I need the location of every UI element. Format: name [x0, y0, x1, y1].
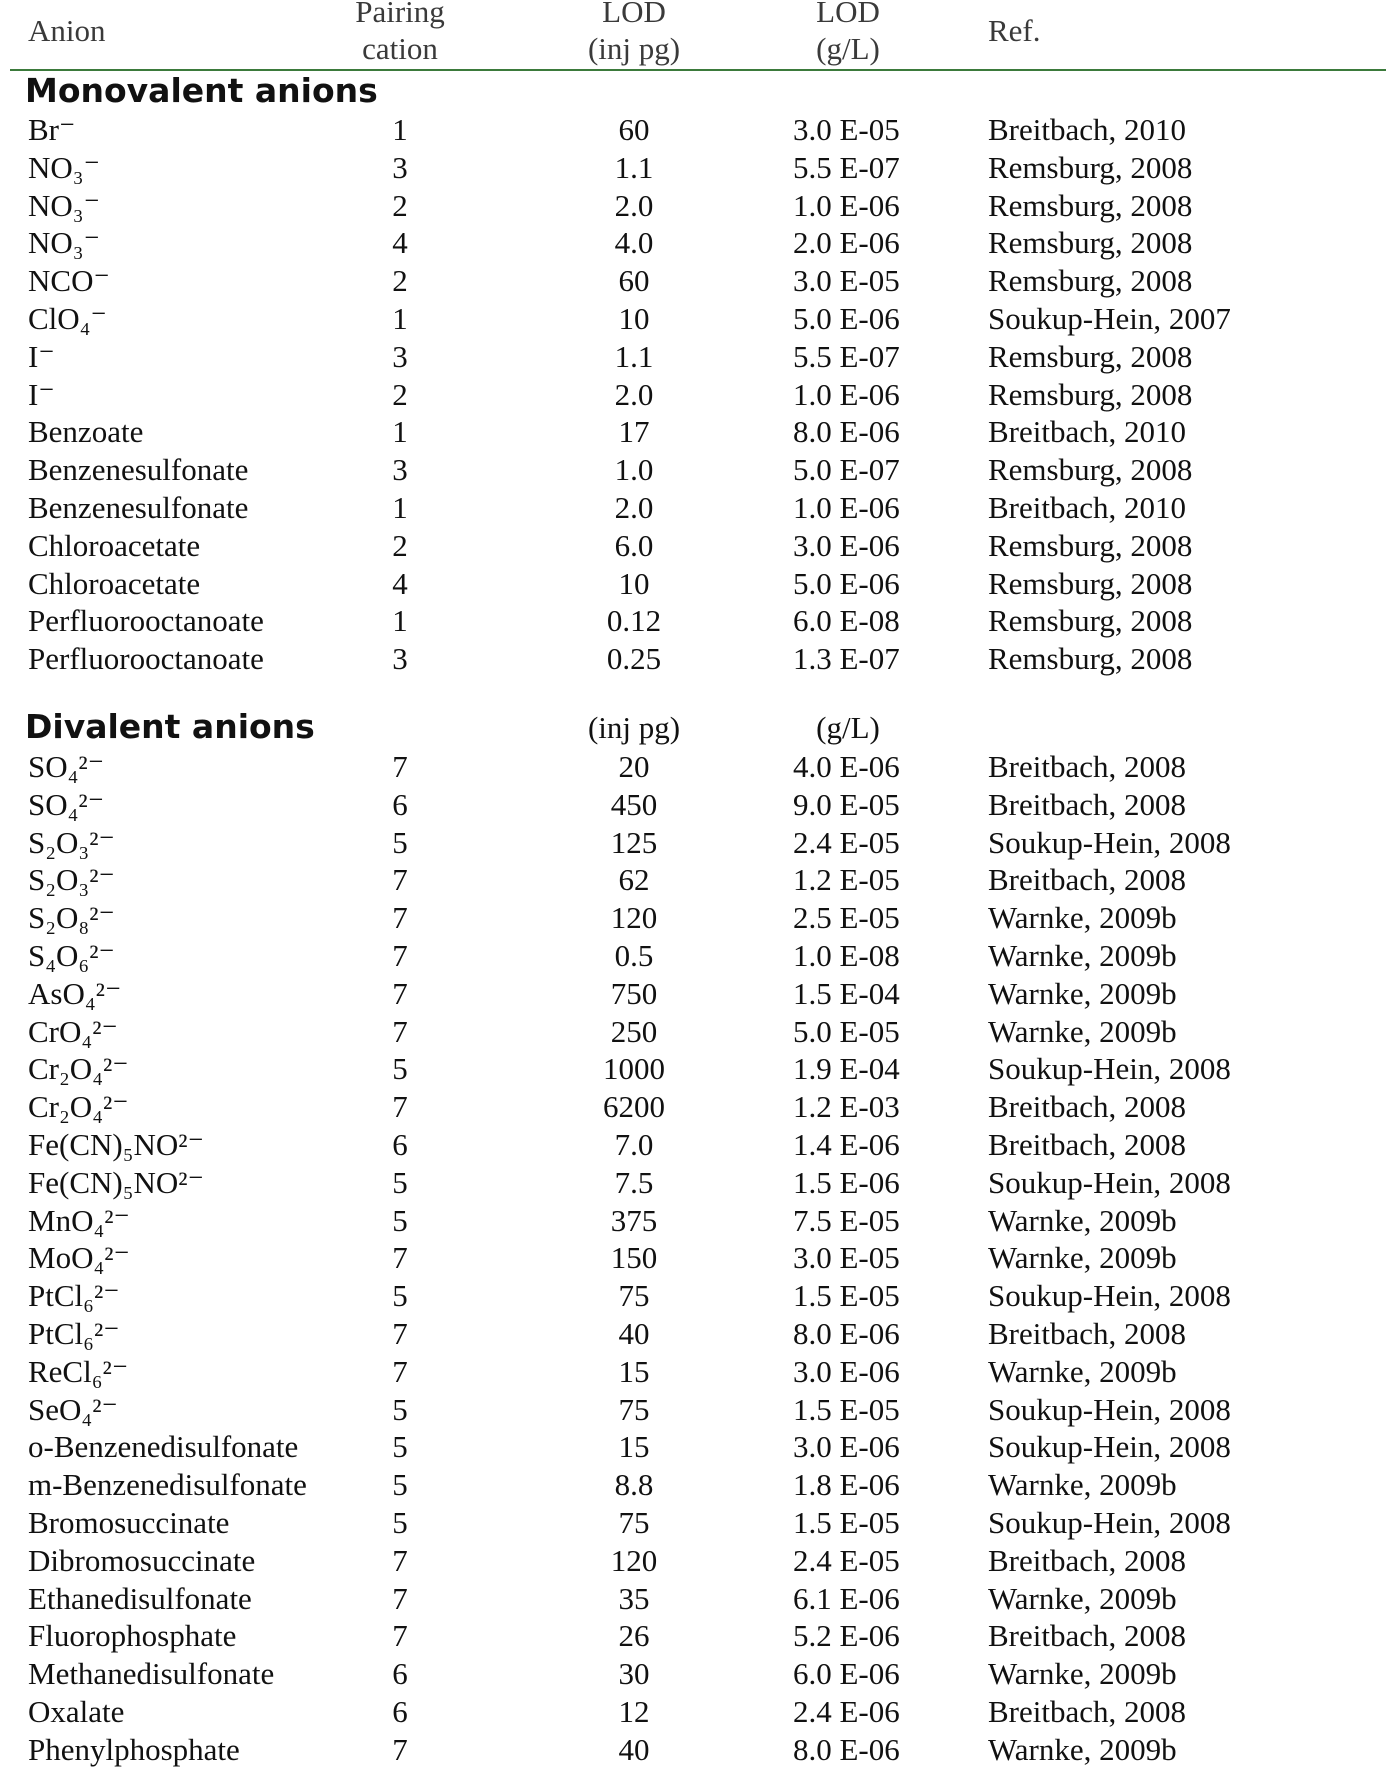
table-row	[0, 565, 1396, 603]
cation-cell: 7	[392, 1580, 408, 1616]
table-row	[0, 149, 1396, 187]
ref-cell: Soukup-Hein, 2008	[988, 1391, 1231, 1427]
anion-cell: Methanedisulfonate	[28, 1656, 275, 1692]
divalent-unit-gl: (g/L)	[816, 710, 880, 745]
ref-cell: Breitbach, 2010	[988, 490, 1187, 525]
lod-gl-cell: 5.0 E-05	[793, 1013, 900, 1049]
header-lod-gl-line1: LOD	[816, 0, 880, 29]
ref-cell: Breitbach, 2008	[988, 1694, 1187, 1729]
ref-cell: Soukup-Hein, 2008	[988, 1505, 1231, 1540]
lod-pg-cell: 120	[610, 900, 658, 936]
ref-cell: Breitbach, 2008	[988, 1316, 1187, 1351]
table-row	[0, 1088, 1396, 1126]
table-row	[0, 1466, 1396, 1504]
lod-gl-cell: 5.0 E-06	[793, 301, 900, 336]
divalent-unit-pg: (inj pg)	[587, 710, 681, 745]
lod-pg-cell: 125	[610, 824, 658, 860]
table-row	[0, 1428, 1396, 1466]
lod-gl-cell: 1.9 E-04	[793, 1051, 900, 1087]
lod-gl-cell: 6.0 E-06	[793, 1656, 900, 1692]
cation-cell: 3	[392, 149, 408, 185]
cation-cell: 7	[392, 1618, 408, 1654]
header-lod-gl-line2: (g/L)	[816, 31, 880, 66]
table-row	[0, 1353, 1396, 1391]
cation-cell: 1	[392, 490, 408, 525]
anion-cell: S₂O₃²⁻	[28, 824, 115, 860]
ref-cell: Warnke, 2009b	[988, 1240, 1177, 1276]
anion-cell: Br⁻	[28, 112, 76, 147]
anion-cell: Dibromosuccinate	[28, 1542, 256, 1578]
anion-cell: Fe(CN)₅NO²⁻	[28, 1127, 204, 1162]
anion-cell: Chloroacetate	[28, 565, 201, 601]
cation-cell: 6	[392, 1694, 408, 1729]
ref-cell: Warnke, 2009b	[988, 1656, 1177, 1692]
lod-pg-cell: 6.0	[614, 527, 654, 563]
anion-cell: Perfluorooctanoate	[28, 603, 264, 639]
ref-cell: Remsburg, 2008	[988, 565, 1193, 601]
cation-cell: 5	[392, 1429, 408, 1465]
lod-gl-cell: 2.0 E-06	[793, 225, 900, 261]
lod-pg-cell: 0.5	[614, 938, 654, 973]
lod-pg-cell: 1.0	[614, 452, 654, 488]
anion-cell: Bromosuccinate	[28, 1505, 230, 1540]
cation-cell: 3	[392, 641, 408, 677]
lod-pg-cell: 4.0	[614, 225, 654, 261]
lod-pg-cell: 75	[618, 1505, 650, 1540]
lod-gl-cell: 3.0 E-05	[793, 1240, 900, 1276]
ref-cell: Warnke, 2009b	[988, 1731, 1177, 1767]
lod-pg-cell: 10	[618, 565, 650, 601]
lod-gl-cell: 2.4 E-05	[793, 824, 900, 860]
ref-cell: Soukup-Hein, 2008	[988, 824, 1231, 860]
table-row	[0, 975, 1396, 1013]
ref-cell: Remsburg, 2008	[988, 527, 1193, 563]
anion-cell: AsO₄²⁻	[28, 975, 122, 1011]
header-cation-line1: Pairing	[355, 0, 445, 29]
ref-cell: Breitbach, 2008	[988, 786, 1187, 822]
ref-cell: Breitbach, 2008	[988, 1127, 1187, 1162]
table-row	[0, 1542, 1396, 1580]
ref-cell: Soukup-Hein, 2008	[988, 1278, 1231, 1314]
cation-cell: 7	[392, 938, 408, 973]
lod-gl-cell: 2.4 E-05	[793, 1542, 900, 1578]
lod-gl-cell: 1.0 E-08	[793, 938, 900, 973]
cation-cell: 5	[392, 1164, 408, 1200]
anion-cell: Chloroacetate	[28, 527, 201, 563]
lod-gl-cell: 1.5 E-05	[793, 1278, 900, 1314]
lod-pg-cell: 12	[618, 1694, 650, 1729]
ref-cell: Breitbach, 2008	[988, 749, 1187, 784]
lod-gl-cell: 1.0 E-06	[793, 376, 900, 412]
table-row	[0, 413, 1396, 451]
header-ref: Ref.	[988, 13, 1041, 48]
table-row	[0, 338, 1396, 376]
table-row	[0, 602, 1396, 640]
table-row	[0, 489, 1396, 527]
ref-cell: Breitbach, 2010	[988, 414, 1187, 450]
anion-cell: I⁻	[28, 376, 55, 412]
cation-cell: 7	[392, 1013, 408, 1049]
anion-cell: Benzenesulfonate	[28, 452, 249, 488]
lod-pg-cell: 6200	[603, 1089, 665, 1125]
cation-cell: 5	[392, 1278, 408, 1314]
lod-pg-cell: 40	[618, 1731, 650, 1767]
lod-gl-cell: 2.5 E-05	[793, 900, 900, 936]
lod-gl-cell: 5.0 E-07	[793, 452, 900, 488]
table-row	[0, 451, 1396, 489]
lod-pg-cell: 60	[618, 112, 650, 147]
lod-pg-cell: 250	[610, 1013, 658, 1049]
cation-cell: 5	[392, 1051, 408, 1087]
lod-pg-cell: 26	[618, 1618, 650, 1654]
lod-pg-cell: 375	[610, 1202, 658, 1238]
anion-cell: NCO⁻	[28, 263, 110, 299]
lod-pg-cell: 1.1	[614, 149, 654, 185]
ref-cell: Remsburg, 2008	[988, 225, 1193, 261]
lod-gl-cell: 2.4 E-06	[793, 1694, 900, 1729]
cation-cell: 7	[392, 1731, 408, 1767]
lod-pg-cell: 750	[610, 975, 658, 1011]
table-row	[0, 224, 1396, 262]
cation-cell: 4	[392, 565, 408, 601]
lod-pg-cell: 1.1	[614, 338, 654, 374]
anion-cell: Benzoate	[28, 414, 144, 450]
lod-gl-cell: 1.5 E-05	[793, 1505, 900, 1540]
lod-pg-cell: 15	[618, 1353, 650, 1389]
lod-gl-cell: 1.5 E-06	[793, 1164, 900, 1200]
ref-cell: Remsburg, 2008	[988, 603, 1193, 639]
header-lod-pg-line2: (inj pg)	[587, 31, 681, 66]
anion-cell: S₄O₆²⁻	[28, 938, 115, 973]
anion-cell: CrO₄²⁻	[28, 1013, 118, 1049]
ref-cell: Remsburg, 2008	[988, 452, 1193, 488]
anion-cell: Fe(CN)₅NO²⁻	[28, 1164, 204, 1200]
cation-cell: 1	[392, 301, 408, 336]
lod-pg-cell: 2.0	[614, 376, 654, 412]
ref-cell: Remsburg, 2008	[988, 376, 1193, 412]
cation-cell: 2	[392, 187, 408, 223]
table-row	[0, 1655, 1396, 1693]
lod-gl-cell: 3.0 E-06	[793, 1353, 900, 1389]
lod-gl-cell: 3.0 E-06	[793, 527, 900, 563]
anion-cell: m-Benzenedisulfonate	[28, 1467, 307, 1503]
lod-pg-cell: 2.0	[614, 490, 654, 525]
table-row	[0, 187, 1396, 225]
anion-cell: MoO₄²⁻	[28, 1240, 130, 1276]
cation-cell: 7	[392, 1240, 408, 1276]
lod-gl-cell: 3.0 E-05	[793, 112, 900, 147]
lod-gl-cell: 1.5 E-04	[793, 975, 900, 1011]
lod-pg-cell: 30	[618, 1656, 650, 1692]
anion-cell: SO₄²⁻	[28, 749, 105, 784]
table-row	[0, 1391, 1396, 1429]
header-cation-line2: cation	[362, 31, 438, 66]
table-row	[0, 861, 1396, 899]
anion-cell: Cr₂O₄²⁻	[28, 1051, 129, 1087]
table-row	[0, 786, 1396, 824]
table-row	[0, 1277, 1396, 1315]
anion-cell: NO₃⁻	[28, 225, 100, 261]
anion-cell: SO₄²⁻	[28, 786, 105, 822]
cation-cell: 7	[392, 1316, 408, 1351]
cation-cell: 2	[392, 263, 408, 299]
ref-cell: Warnke, 2009b	[988, 1202, 1177, 1238]
ref-cell: Breitbach, 2008	[988, 1618, 1187, 1654]
anion-cell: Cr₂O₄²⁻	[28, 1089, 129, 1125]
lod-gl-cell: 1.4 E-06	[793, 1127, 900, 1162]
lod-gl-cell: 1.2 E-03	[793, 1089, 900, 1125]
lod-pg-cell: 20	[618, 749, 650, 784]
ref-cell: Soukup-Hein, 2008	[988, 1164, 1231, 1200]
cation-cell: 1	[392, 112, 408, 147]
section-title-divalent: Divalent anions	[25, 707, 315, 746]
ref-cell: Warnke, 2009b	[988, 1013, 1177, 1049]
anion-cell: NO₃⁻	[28, 187, 100, 223]
anion-cell: PtCl₆²⁻	[28, 1316, 120, 1351]
anion-cell: o-Benzenedisulfonate	[28, 1429, 299, 1465]
lod-pg-cell: 450	[610, 786, 658, 822]
ref-cell: Breitbach, 2008	[988, 862, 1187, 898]
table-row	[0, 300, 1396, 338]
table-row	[0, 262, 1396, 300]
table-row	[0, 111, 1396, 149]
anion-cell: SeO₄²⁻	[28, 1391, 118, 1427]
ref-cell: Breitbach, 2010	[988, 112, 1187, 147]
table-row	[0, 376, 1396, 414]
table-row	[0, 527, 1396, 565]
lod-gl-cell: 9.0 E-05	[793, 786, 900, 822]
cation-cell: 5	[392, 1467, 408, 1503]
cation-cell: 7	[392, 1353, 408, 1389]
cation-cell: 7	[392, 862, 408, 898]
cation-cell: 6	[392, 1127, 408, 1162]
ref-cell: Warnke, 2009b	[988, 1353, 1177, 1389]
lod-gl-cell: 4.0 E-06	[793, 749, 900, 784]
anion-cell: Benzenesulfonate	[28, 490, 249, 525]
table-row	[0, 1126, 1396, 1164]
cation-cell: 1	[392, 603, 408, 639]
cation-cell: 5	[392, 1505, 408, 1540]
lod-pg-cell: 75	[618, 1391, 650, 1427]
header-lod-pg-line1: LOD	[602, 0, 666, 29]
cation-cell: 1	[392, 414, 408, 450]
cation-cell: 7	[392, 1542, 408, 1578]
lod-gl-cell: 5.0 E-06	[793, 565, 900, 601]
table-row	[0, 1164, 1396, 1202]
header-anion: Anion	[28, 13, 106, 48]
anion-cell: I⁻	[28, 338, 55, 374]
lod-gl-cell: 8.0 E-06	[793, 1731, 900, 1767]
cation-cell: 2	[392, 376, 408, 412]
cation-cell: 5	[392, 824, 408, 860]
anion-cell: Oxalate	[28, 1694, 125, 1729]
cation-cell: 7	[392, 749, 408, 784]
table-row	[0, 1315, 1396, 1353]
cation-cell: 6	[392, 1656, 408, 1692]
lod-gl-cell: 7.5 E-05	[793, 1202, 900, 1238]
cation-cell: 3	[392, 338, 408, 374]
ref-cell: Warnke, 2009b	[988, 1580, 1177, 1616]
anion-cell: ClO₄⁻	[28, 301, 107, 336]
cation-cell: 7	[392, 975, 408, 1011]
lod-pg-cell: 75	[618, 1278, 650, 1314]
table-header	[0, 0, 1396, 72]
table-row	[0, 748, 1396, 786]
anion-cell: ReCl₆²⁻	[28, 1353, 129, 1389]
lod-pg-cell: 150	[610, 1240, 658, 1276]
lod-gl-cell: 6.0 E-08	[793, 603, 900, 639]
lod-gl-cell: 5.5 E-07	[793, 338, 900, 374]
cation-cell: 5	[392, 1202, 408, 1238]
anion-cell: S₂O₈²⁻	[28, 900, 115, 936]
table-row	[0, 1504, 1396, 1542]
lod-gl-cell: 1.0 E-06	[793, 187, 900, 223]
ref-cell: Warnke, 2009b	[988, 975, 1177, 1011]
cation-cell: 4	[392, 225, 408, 261]
ref-cell: Remsburg, 2008	[988, 187, 1193, 223]
lod-gl-cell: 1.0 E-06	[793, 490, 900, 525]
ref-cell: Warnke, 2009b	[988, 938, 1177, 973]
cation-cell: 7	[392, 900, 408, 936]
table-row	[0, 937, 1396, 975]
cation-cell: 3	[392, 452, 408, 488]
lod-pg-cell: 35	[618, 1580, 650, 1616]
anion-cell: Fluorophosphate	[28, 1618, 237, 1654]
lod-pg-cell: 1000	[603, 1051, 665, 1087]
anion-cell: Perfluorooctanoate	[28, 641, 264, 677]
ref-cell: Remsburg, 2008	[988, 263, 1193, 299]
anion-cell: Ethanedisulfonate	[28, 1580, 252, 1616]
ref-cell: Remsburg, 2008	[988, 338, 1193, 374]
lod-pg-cell: 60	[618, 263, 650, 299]
lod-pg-cell: 10	[618, 301, 650, 336]
table-row	[0, 1617, 1396, 1655]
lod-gl-cell: 3.0 E-05	[793, 263, 900, 299]
lod-pg-cell: 7.5	[614, 1164, 654, 1200]
lod-pg-cell: 8.8	[614, 1467, 654, 1503]
lod-pg-cell: 120	[610, 1542, 658, 1578]
table-row	[0, 824, 1396, 862]
lod-pg-cell: 62	[618, 862, 650, 898]
table-row	[0, 640, 1396, 678]
table-row	[0, 1050, 1396, 1088]
lod-gl-cell: 6.1 E-06	[793, 1580, 900, 1616]
ref-cell: Remsburg, 2008	[988, 641, 1193, 677]
cation-cell: 7	[392, 1089, 408, 1125]
lod-gl-cell: 8.0 E-06	[793, 414, 900, 450]
cation-cell: 5	[392, 1391, 408, 1427]
lod-pg-cell: 17	[618, 414, 650, 450]
anion-cell: PtCl₆²⁻	[28, 1278, 120, 1314]
lod-pg-cell: 2.0	[614, 187, 654, 223]
ref-cell: Remsburg, 2008	[988, 149, 1193, 185]
ref-cell: Breitbach, 2008	[988, 1089, 1187, 1125]
lod-pg-cell: 0.25	[606, 641, 662, 677]
table-row	[0, 1731, 1396, 1769]
cation-cell: 2	[392, 527, 408, 563]
lod-gl-cell: 1.3 E-07	[793, 641, 900, 677]
anion-cell: Phenylphosphate	[28, 1731, 240, 1767]
lod-gl-cell: 5.2 E-06	[793, 1618, 900, 1654]
cation-cell: 6	[392, 786, 408, 822]
table-row	[0, 1580, 1396, 1618]
ref-cell: Warnke, 2009b	[988, 1467, 1177, 1503]
ref-cell: Warnke, 2009b	[988, 900, 1177, 936]
table-row	[0, 1202, 1396, 1240]
lod-pg-cell: 0.12	[606, 603, 662, 639]
lod-pg-cell: 15	[618, 1429, 650, 1465]
lod-gl-cell: 1.8 E-06	[793, 1467, 900, 1503]
ref-cell: Soukup-Hein, 2008	[988, 1051, 1231, 1087]
ref-cell: Soukup-Hein, 2008	[988, 1429, 1231, 1465]
table-row	[0, 899, 1396, 937]
lod-pg-cell: 40	[618, 1316, 650, 1351]
section-title-monovalent: Monovalent anions	[25, 71, 378, 110]
lod-gl-cell: 5.5 E-07	[793, 149, 900, 185]
table-row	[0, 1013, 1396, 1051]
lod-gl-cell: 8.0 E-06	[793, 1316, 900, 1351]
lod-gl-cell: 1.2 E-05	[793, 862, 900, 898]
lod-pg-cell: 7.0	[614, 1127, 654, 1162]
table-row	[0, 1693, 1396, 1731]
lod-gl-cell: 1.5 E-05	[793, 1391, 900, 1427]
ref-cell: Breitbach, 2008	[988, 1542, 1187, 1578]
anion-cell: NO₃⁻	[28, 149, 100, 185]
table-row	[0, 1239, 1396, 1277]
anion-cell: MnO₄²⁻	[28, 1202, 130, 1238]
anion-cell: S₂O₃²⁻	[28, 862, 115, 898]
lod-gl-cell: 3.0 E-06	[793, 1429, 900, 1465]
ref-cell: Soukup-Hein, 2007	[988, 301, 1231, 336]
